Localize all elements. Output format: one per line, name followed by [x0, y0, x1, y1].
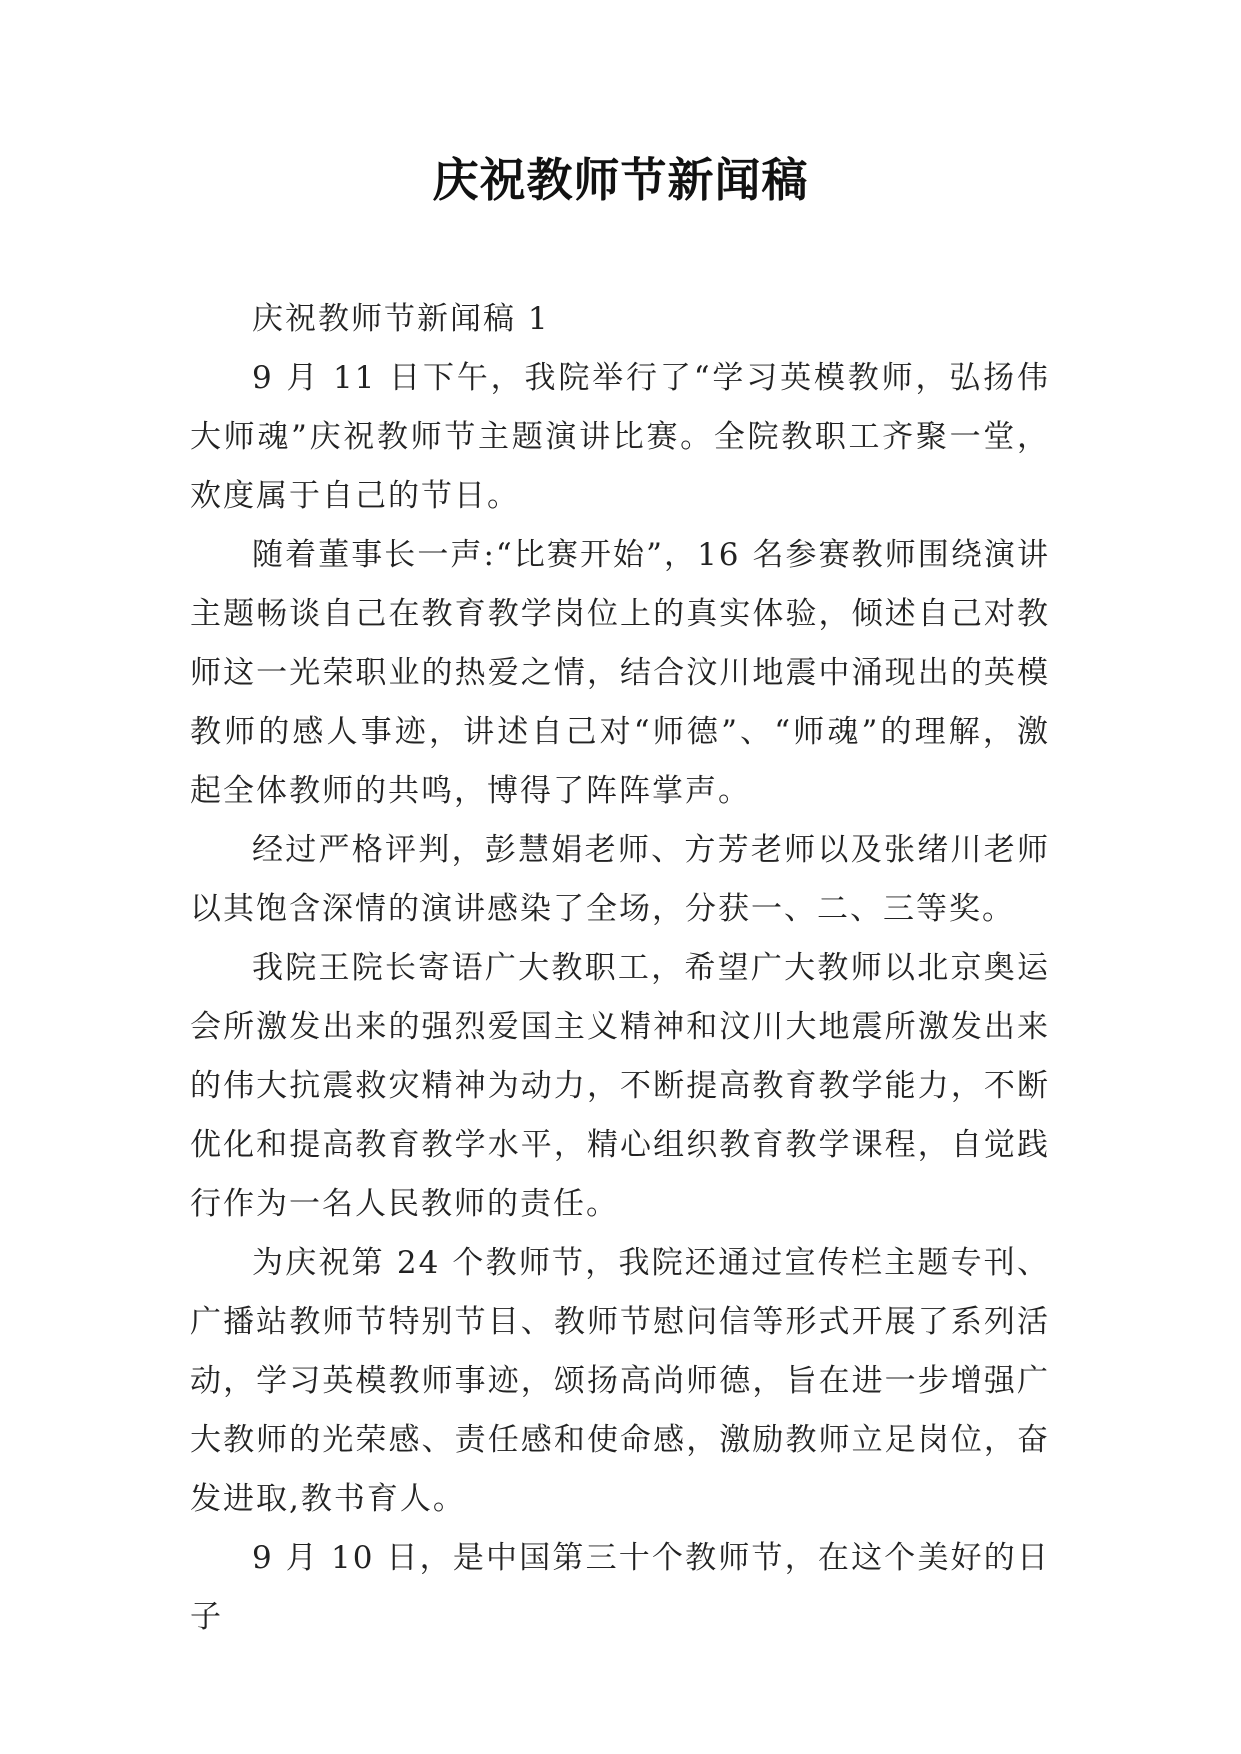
paragraph: 9 月 11 日下午，我院举行了“学习英模教师，弘扬伟大师魂”庆祝教师节主题演讲比赛。全院教职工齐聚一堂，欢度属于自己的节日。 — [190, 360, 1050, 514]
document-body — [190, 290, 1050, 1647]
document-title: 庆祝教师节新闻稿 — [432, 153, 809, 207]
section-heading: 庆祝教师节新闻稿 1 — [252, 301, 550, 337]
paragraph: 我院王院长寄语广大教职工，希望广大教师以北京奥运会所激发出来的强烈爱国主义精神和汶川大地震所激发出来的伟大抗震救灾精神为动力，不断提高教育教学能力，不断优化和提高教育教学水平，精心组织教育教学课程，自觉践行作为一名人民教师的责任。 — [190, 950, 1050, 1222]
paragraph: 随着董事长一声:“比赛开始”，16 名参赛教师围绕演讲主题畅谈自己在教育教学岗位上的真实体验，倾述自己对教师这一光荣职业的热爱之情，结合汶川地震中涌现出的英模教师的感人事迹，讲述自己对“师德”、“师魂”的理解，激起全体教师的共鸣，博得了阵阵掌声。 — [190, 537, 1050, 809]
paragraph: 9 月 10 日，是中国第三十个教师节，在这个美好的日子 — [190, 1540, 1050, 1635]
paragraph: 经过严格评判，彭慧娟老师、方芳老师以及张绪川老师以其饱含深情的演讲感染了全场，分获一、二、三等奖。 — [190, 832, 1050, 927]
paragraph: 为庆祝第 24 个教师节，我院还通过宣传栏主题专刊、广播站教师节特别节目、教师节慰问信等形式开展了系列活动，学习英模教师事迹，颂扬高尚师德，旨在进一步增强广大教师的光荣感、责任感和使命感，激励教师立足岗位，奋发进取,教书育人。 — [190, 1245, 1050, 1517]
